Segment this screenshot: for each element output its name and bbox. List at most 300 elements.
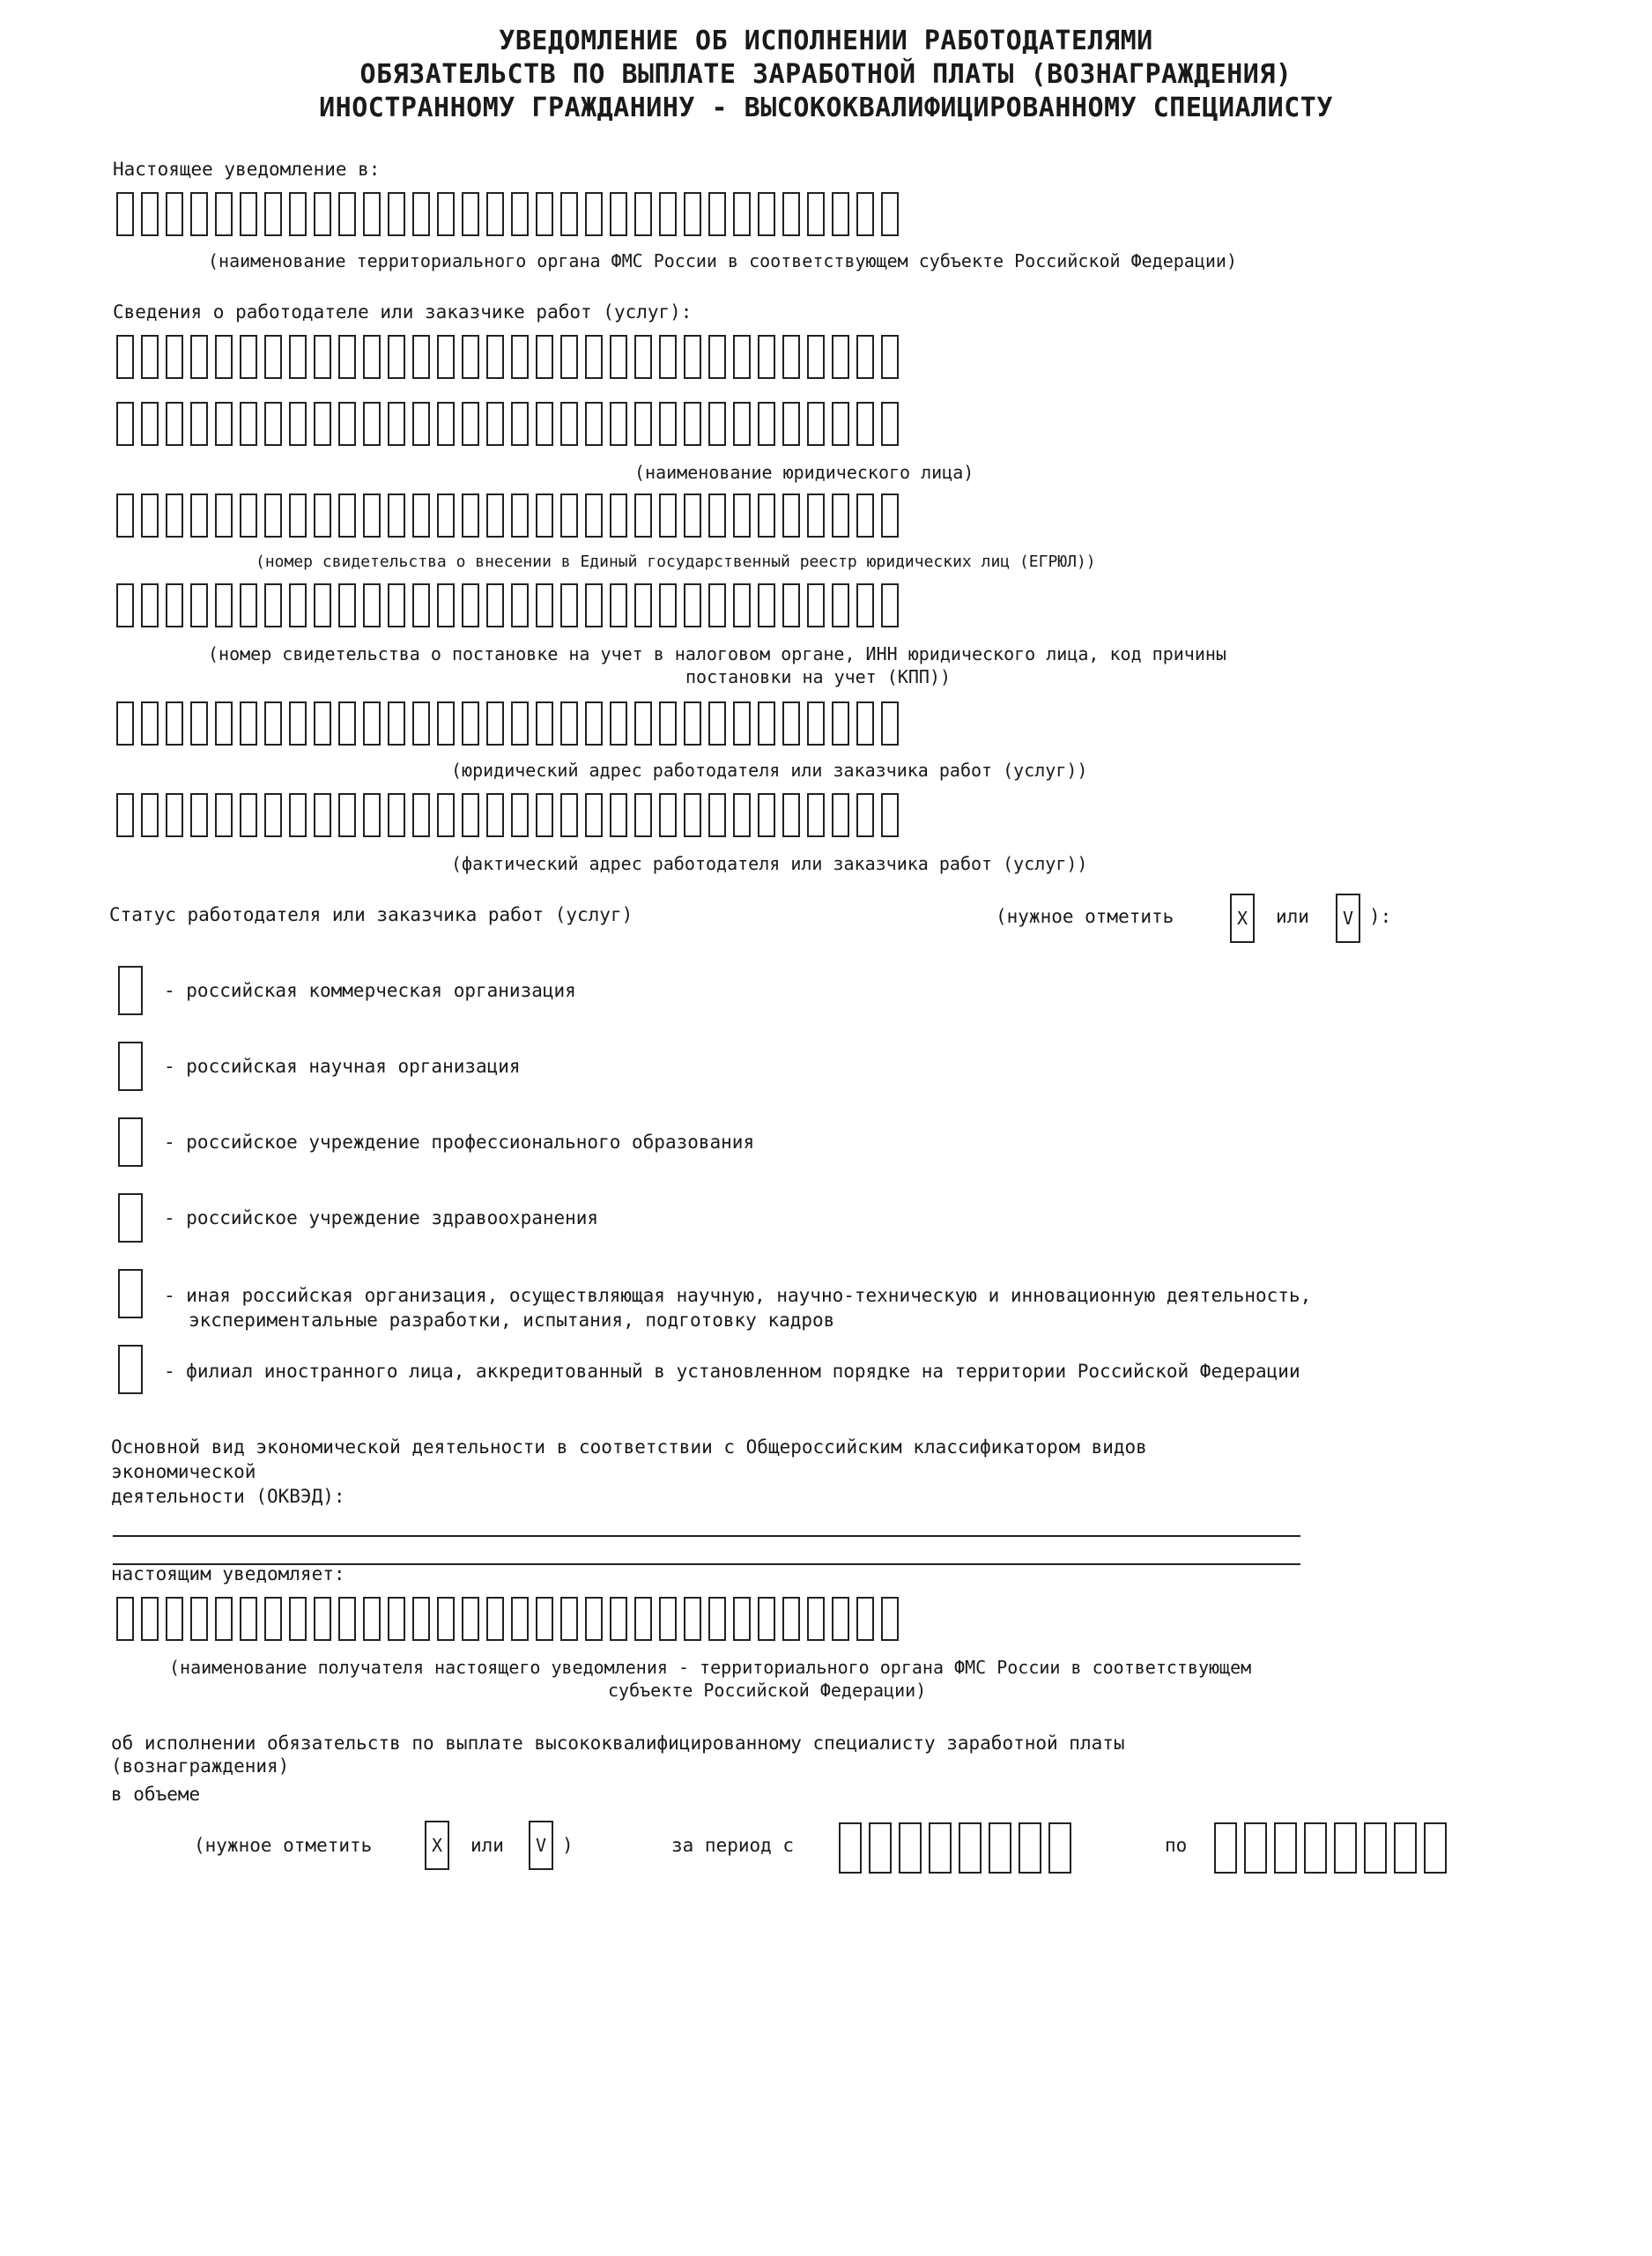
char-cell[interactable] [881,583,899,627]
char-cell[interactable] [314,192,331,236]
status-checkbox-healthcare[interactable] [118,1193,143,1243]
char-cell[interactable] [314,1597,331,1641]
char-cell[interactable] [363,701,381,746]
char-cell[interactable] [1394,1822,1417,1874]
char-cell[interactable] [807,583,825,627]
char-cell[interactable] [264,701,282,746]
char-cell[interactable] [610,335,627,379]
char-cell[interactable] [116,583,134,627]
char-cell[interactable] [536,402,553,446]
char-cell[interactable] [782,701,800,746]
char-cell[interactable] [190,701,208,746]
char-cell[interactable] [684,192,701,236]
char-cell[interactable] [856,335,874,379]
char-cell[interactable] [536,1597,553,1641]
char-cell[interactable] [437,192,455,236]
status-option-other-research: - иная российская организация, осуществляющая научную, научно-техническую и инновационную деятельность, [164,1285,1312,1306]
char-cell[interactable] [1424,1822,1447,1874]
char-cell[interactable] [881,793,899,837]
char-cell[interactable] [881,335,899,379]
char-cell[interactable] [758,402,775,446]
char-cell[interactable] [839,1822,862,1874]
char-cell[interactable] [511,1597,529,1641]
char-cell[interactable] [338,192,356,236]
char-cell[interactable] [807,402,825,446]
status-checkbox-foreign-branch[interactable] [118,1345,143,1394]
char-cell[interactable] [215,793,233,837]
char-cell[interactable] [585,335,603,379]
char-cell[interactable] [363,192,381,236]
char-cell[interactable] [807,1597,825,1641]
char-cell[interactable] [1244,1822,1267,1874]
char-cell[interactable] [881,494,899,538]
char-cell[interactable] [289,192,307,236]
char-cell[interactable] [240,402,257,446]
status-mark-x-text: X [1236,908,1248,929]
char-cell[interactable] [585,701,603,746]
char-cell[interactable] [116,494,134,538]
char-cell[interactable] [412,1597,430,1641]
char-cell[interactable] [289,402,307,446]
tax-caption-line-2: постановки на учет (КПП)) [685,666,952,687]
char-cell[interactable] [758,335,775,379]
char-cell[interactable] [338,701,356,746]
char-cell[interactable] [659,701,677,746]
recipient-field[interactable] [116,1597,899,1641]
char-cell[interactable] [1019,1822,1041,1874]
char-cell[interactable] [215,1597,233,1641]
char-cell[interactable] [166,583,183,627]
char-cell[interactable] [437,793,455,837]
char-cell[interactable] [116,793,134,837]
char-cell[interactable] [807,701,825,746]
char-cell[interactable] [659,402,677,446]
char-cell[interactable] [782,793,800,837]
char-cell[interactable] [758,192,775,236]
char-cell[interactable] [807,192,825,236]
char-cell[interactable] [1214,1822,1237,1874]
char-cell[interactable] [1048,1822,1071,1874]
char-cell[interactable] [240,793,257,837]
legal-name-field-row-2[interactable] [116,402,899,446]
char-cell[interactable] [684,335,701,379]
char-cell[interactable] [338,1597,356,1641]
char-cell[interactable] [388,192,405,236]
char-cell[interactable] [782,335,800,379]
char-cell[interactable] [659,1597,677,1641]
char-cell[interactable] [116,335,134,379]
char-cell[interactable] [610,793,627,837]
char-cell[interactable] [807,793,825,837]
char-cell[interactable] [782,402,800,446]
char-cell[interactable] [289,583,307,627]
char-cell[interactable] [684,583,701,627]
okved-input-line-1[interactable] [113,1535,1300,1537]
char-cell[interactable] [536,793,553,837]
tax-caption-line-1: (номер свидетельства о постановке на учет в налоговом органе, ИНН юридического лица, код причины [208,643,1226,664]
char-cell[interactable] [289,1597,307,1641]
char-cell[interactable] [166,402,183,446]
char-cell[interactable] [560,192,578,236]
char-cell[interactable] [363,793,381,837]
char-cell[interactable] [412,402,430,446]
char-cell[interactable] [511,701,529,746]
char-cell[interactable] [338,335,356,379]
char-cell[interactable] [610,701,627,746]
char-cell[interactable] [511,335,529,379]
char-cell[interactable] [807,335,825,379]
char-cell[interactable] [412,793,430,837]
char-cell[interactable] [264,494,282,538]
char-cell[interactable] [856,793,874,837]
char-cell[interactable] [708,335,726,379]
char-cell[interactable] [116,192,134,236]
char-cell[interactable] [758,793,775,837]
char-cell[interactable] [388,793,405,837]
char-cell[interactable] [536,583,553,627]
char-cell[interactable] [215,402,233,446]
char-cell[interactable] [560,701,578,746]
char-cell[interactable] [462,583,479,627]
char-cell[interactable] [437,335,455,379]
obligation-line-3: в объеме [111,1784,201,1805]
char-cell[interactable] [881,192,899,236]
char-cell[interactable] [314,583,331,627]
char-cell[interactable] [733,192,751,236]
char-cell[interactable] [585,1597,603,1641]
char-cell[interactable] [856,192,874,236]
char-cell[interactable] [486,402,504,446]
char-cell[interactable] [289,335,307,379]
egrul-field[interactable] [116,494,899,538]
char-cell[interactable] [314,494,331,538]
char-cell[interactable] [338,494,356,538]
char-cell[interactable] [634,335,652,379]
tax-registration-field[interactable] [116,583,899,627]
char-cell[interactable] [634,583,652,627]
char-cell[interactable] [989,1822,1011,1874]
char-cell[interactable] [264,583,282,627]
char-cell[interactable] [116,701,134,746]
status-checkbox-education[interactable] [118,1117,143,1167]
char-cell[interactable] [363,1597,381,1641]
char-cell[interactable] [832,494,849,538]
char-cell[interactable] [708,583,726,627]
char-cell[interactable] [166,335,183,379]
char-cell[interactable] [560,1597,578,1641]
char-cell[interactable] [758,1597,775,1641]
char-cell[interactable] [141,1597,159,1641]
char-cell[interactable] [856,402,874,446]
char-cell[interactable] [166,793,183,837]
char-cell[interactable] [869,1822,892,1874]
char-cell[interactable] [560,793,578,837]
char-cell[interactable] [560,402,578,446]
char-cell[interactable] [437,701,455,746]
char-cell[interactable] [708,1597,726,1641]
char-cell[interactable] [190,583,208,627]
char-cell[interactable] [659,494,677,538]
char-cell[interactable] [289,494,307,538]
char-cell[interactable] [856,1597,874,1641]
char-cell[interactable] [881,1597,899,1641]
char-cell[interactable] [684,701,701,746]
char-cell[interactable] [190,335,208,379]
char-cell[interactable] [832,402,849,446]
char-cell[interactable] [832,583,849,627]
char-cell[interactable] [363,402,381,446]
char-cell[interactable] [856,494,874,538]
char-cell[interactable] [560,494,578,538]
char-cell[interactable] [462,793,479,837]
char-cell[interactable] [536,494,553,538]
char-cell[interactable] [240,335,257,379]
char-cell[interactable] [536,701,553,746]
char-cell[interactable] [959,1822,982,1874]
char-cell[interactable] [758,494,775,538]
char-cell[interactable] [166,494,183,538]
char-cell[interactable] [412,494,430,538]
char-cell[interactable] [856,583,874,627]
status-option-education: - российское учреждение профессионального образования [164,1132,755,1153]
char-cell[interactable] [314,701,331,746]
char-cell[interactable] [264,793,282,837]
char-cell[interactable] [486,583,504,627]
status-checkbox-scientific[interactable] [118,1042,143,1091]
char-cell[interactable] [264,402,282,446]
char-cell[interactable] [314,402,331,446]
char-cell[interactable] [536,192,553,236]
char-cell[interactable] [929,1822,952,1874]
char-cell[interactable] [240,701,257,746]
period-from-date-field[interactable] [839,1822,1071,1874]
char-cell[interactable] [708,701,726,746]
char-cell[interactable] [634,701,652,746]
char-cell[interactable] [314,793,331,837]
char-cell[interactable] [733,701,751,746]
char-cell[interactable] [511,494,529,538]
char-cell[interactable] [511,402,529,446]
char-cell[interactable] [832,701,849,746]
char-cell[interactable] [486,793,504,837]
char-cell[interactable] [388,583,405,627]
char-cell[interactable] [240,494,257,538]
char-cell[interactable] [684,402,701,446]
period-mark-x-checkbox[interactable] [425,1821,449,1870]
char-cell[interactable] [215,335,233,379]
char-cell[interactable] [166,701,183,746]
char-cell[interactable] [240,583,257,627]
legal-address-field[interactable] [116,701,899,746]
char-cell[interactable] [585,192,603,236]
char-cell[interactable] [585,793,603,837]
char-cell[interactable] [659,793,677,837]
char-cell[interactable] [437,583,455,627]
char-cell[interactable] [733,335,751,379]
legal-name-caption: (наименование юридического лица) [634,462,974,483]
char-cell[interactable] [733,583,751,627]
char-cell[interactable] [338,583,356,627]
char-cell[interactable] [733,402,751,446]
char-cell[interactable] [659,192,677,236]
char-cell[interactable] [708,793,726,837]
char-cell[interactable] [585,583,603,627]
char-cell[interactable] [462,402,479,446]
char-cell[interactable] [634,192,652,236]
char-cell[interactable] [437,1597,455,1641]
char-cell[interactable] [141,192,159,236]
char-cell[interactable] [1364,1822,1387,1874]
char-cell[interactable] [363,335,381,379]
char-cell[interactable] [634,494,652,538]
char-cell[interactable] [560,335,578,379]
char-cell[interactable] [289,701,307,746]
char-cell[interactable] [899,1822,922,1874]
char-cell[interactable] [462,494,479,538]
char-cell[interactable] [141,335,159,379]
char-cell[interactable] [832,192,849,236]
char-cell[interactable] [610,402,627,446]
char-cell[interactable] [437,402,455,446]
status-checkbox-other-research[interactable] [118,1269,143,1318]
char-cell[interactable] [856,701,874,746]
char-cell[interactable] [486,335,504,379]
char-cell[interactable] [610,583,627,627]
char-cell[interactable] [807,494,825,538]
char-cell[interactable] [708,494,726,538]
char-cell[interactable] [462,192,479,236]
char-cell[interactable] [832,1597,849,1641]
char-cell[interactable] [166,1597,183,1641]
char-cell[interactable] [388,335,405,379]
char-cell[interactable] [462,701,479,746]
char-cell[interactable] [116,402,134,446]
char-cell[interactable] [412,335,430,379]
char-cell[interactable] [190,494,208,538]
char-cell[interactable] [314,335,331,379]
char-cell[interactable] [190,402,208,446]
char-cell[interactable] [708,402,726,446]
char-cell[interactable] [190,192,208,236]
char-cell[interactable] [338,402,356,446]
char-cell[interactable] [733,793,751,837]
char-cell[interactable] [708,192,726,236]
period-to-date-field[interactable] [1214,1822,1447,1874]
char-cell[interactable] [511,192,529,236]
char-cell[interactable] [264,192,282,236]
char-cell[interactable] [782,583,800,627]
char-cell[interactable] [412,583,430,627]
char-cell[interactable] [782,192,800,236]
char-cell[interactable] [215,701,233,746]
char-cell[interactable] [190,1597,208,1641]
char-cell[interactable] [733,494,751,538]
char-cell[interactable] [634,402,652,446]
char-cell[interactable] [881,402,899,446]
char-cell[interactable] [363,583,381,627]
char-cell[interactable] [1334,1822,1357,1874]
char-cell[interactable] [141,701,159,746]
period-mark-v-checkbox[interactable] [529,1821,553,1870]
char-cell[interactable] [264,335,282,379]
status-option-healthcare: - российское учреждение здравоохранения [164,1207,599,1228]
char-cell[interactable] [610,494,627,538]
char-cell[interactable] [758,583,775,627]
char-cell[interactable] [141,494,159,538]
fms-body-field[interactable] [116,192,899,236]
char-cell[interactable] [388,1597,405,1641]
char-cell[interactable] [634,1597,652,1641]
char-cell[interactable] [881,701,899,746]
char-cell[interactable] [215,494,233,538]
char-cell[interactable] [141,402,159,446]
char-cell[interactable] [486,192,504,236]
char-cell[interactable] [733,1597,751,1641]
char-cell[interactable] [560,583,578,627]
char-cell[interactable] [758,701,775,746]
char-cell[interactable] [338,793,356,837]
char-cell[interactable] [412,701,430,746]
char-cell[interactable] [141,583,159,627]
char-cell[interactable] [462,1597,479,1641]
char-cell[interactable] [462,335,479,379]
char-cell[interactable] [116,1597,134,1641]
char-cell[interactable] [610,192,627,236]
status-checkbox-commercial[interactable] [118,966,143,1015]
char-cell[interactable] [585,402,603,446]
char-cell[interactable] [141,793,159,837]
char-cell[interactable] [190,793,208,837]
char-cell[interactable] [585,494,603,538]
char-cell[interactable] [363,494,381,538]
legal-name-field-row-1[interactable] [116,335,899,379]
char-cell[interactable] [782,1597,800,1641]
char-cell[interactable] [659,335,677,379]
char-cell[interactable] [215,192,233,236]
char-cell[interactable] [486,701,504,746]
char-cell[interactable] [240,1597,257,1641]
char-cell[interactable] [289,793,307,837]
char-cell[interactable] [511,583,529,627]
actual-address-field[interactable] [116,793,899,837]
char-cell[interactable] [684,1597,701,1641]
char-cell[interactable] [240,192,257,236]
char-cell[interactable] [388,402,405,446]
okved-label-line-3: деятельности (ОКВЭД): [111,1486,345,1507]
char-cell[interactable] [486,1597,504,1641]
char-cell[interactable] [1274,1822,1297,1874]
char-cell[interactable] [511,793,529,837]
char-cell[interactable] [536,335,553,379]
char-cell[interactable] [166,192,183,236]
char-cell[interactable] [684,494,701,538]
char-cell[interactable] [264,1597,282,1641]
char-cell[interactable] [486,494,504,538]
char-cell[interactable] [388,701,405,746]
char-cell[interactable] [782,494,800,538]
char-cell[interactable] [832,793,849,837]
char-cell[interactable] [215,583,233,627]
char-cell[interactable] [412,192,430,236]
char-cell[interactable] [634,793,652,837]
char-cell[interactable] [388,494,405,538]
char-cell[interactable] [832,335,849,379]
char-cell[interactable] [437,494,455,538]
char-cell[interactable] [1304,1822,1327,1874]
char-cell[interactable] [659,583,677,627]
char-cell[interactable] [684,793,701,837]
char-cell[interactable] [610,1597,627,1641]
